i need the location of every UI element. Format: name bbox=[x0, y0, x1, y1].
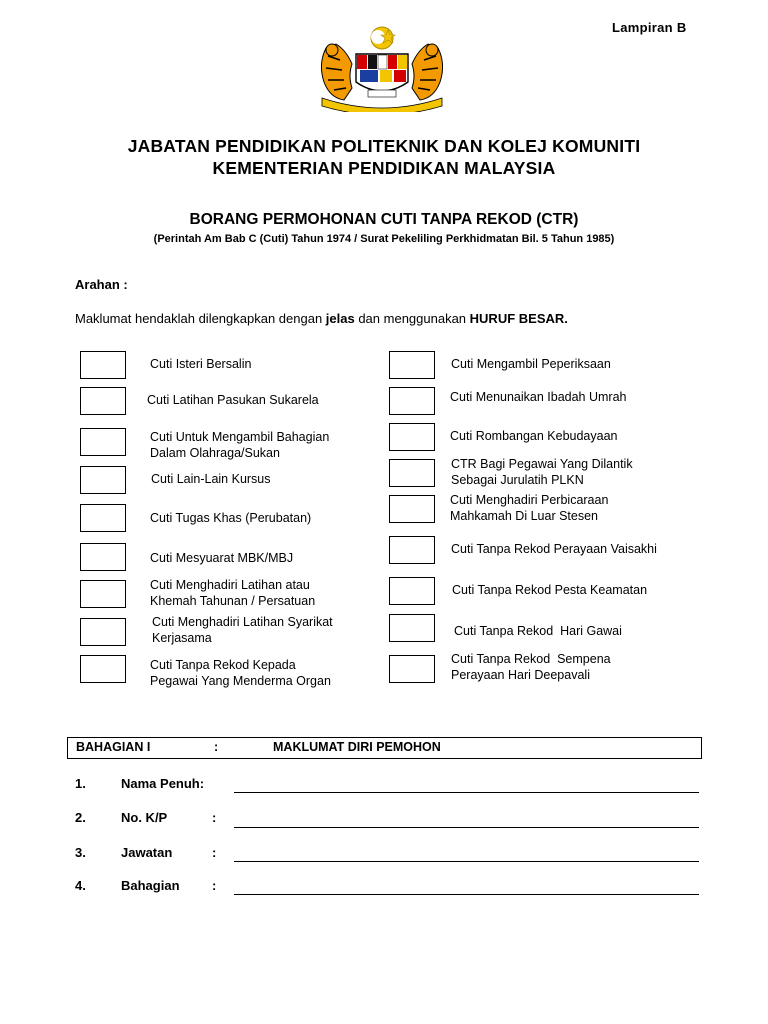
position-label: Jawatan bbox=[121, 845, 173, 860]
full-name-label: Nama Penuh: bbox=[121, 776, 205, 791]
instructions-label: Arahan : bbox=[75, 277, 128, 292]
field-colon: : bbox=[212, 845, 217, 860]
section-colon: : bbox=[214, 740, 219, 754]
field-number: 2. bbox=[75, 810, 86, 825]
department-title: JABATAN PENDIDIKAN POLITEKNIK DAN KOLEJ KOMUNITI bbox=[127, 136, 641, 156]
leave-option-label: Cuti Mesyuarat MBK/MBJ bbox=[150, 551, 294, 565]
leave-option-label: Cuti Tanpa Rekod Perayaan Vaisakhi bbox=[451, 542, 657, 556]
field-number: 3. bbox=[75, 845, 86, 860]
section-title: MAKLUMAT DIRI PEMOHON bbox=[273, 740, 441, 754]
leave-checkbox[interactable] bbox=[80, 351, 126, 379]
section-number: BAHAGIAN I bbox=[76, 740, 151, 754]
leave-option-label: Cuti Isteri Bersalin bbox=[150, 357, 252, 371]
leave-checkbox[interactable] bbox=[389, 495, 435, 523]
form-title: BORANG PERMOHONAN CUTI TANPA REKOD (CTR) bbox=[189, 211, 579, 228]
leave-option-label: Cuti Menghadiri Latihan Syarikat Kerjasama bbox=[152, 615, 333, 645]
leave-checkbox[interactable] bbox=[80, 466, 126, 494]
leave-option-label: Cuti Tanpa Rekod Sempena Perayaan Hari Deepavali bbox=[451, 652, 611, 682]
section-header bbox=[67, 737, 702, 759]
leave-option-label: Cuti Menghadiri Perbicaraan Mahkamah Di Luar Stesen bbox=[450, 493, 609, 523]
leave-option-label: Cuti Menunaikan Ibadah Umrah bbox=[450, 390, 627, 404]
leave-checkbox[interactable] bbox=[80, 655, 126, 683]
leave-checkbox[interactable] bbox=[389, 423, 435, 451]
instructions-text: Maklumat hendaklah dilengkapkan dengan jelas dan menggunakan HURUF BESAR. bbox=[75, 311, 568, 326]
coat-of-arms-logo bbox=[308, 24, 456, 112]
leave-checkbox[interactable] bbox=[389, 387, 435, 415]
leave-option-label: Cuti Tanpa Rekod Hari Gawai bbox=[454, 624, 622, 638]
ic-number-label: No. K/P bbox=[121, 810, 168, 825]
leave-option-label: Cuti Rombangan Kebudayaan bbox=[450, 429, 618, 443]
leave-checkbox[interactable] bbox=[389, 577, 435, 605]
leave-option-label: CTR Bagi Pegawai Yang Dilantik Sebagai Jurulatih PLKN bbox=[451, 457, 633, 487]
position-field[interactable] bbox=[234, 861, 699, 862]
leave-option-label: Cuti Tugas Khas (Perubatan) bbox=[150, 511, 312, 525]
leave-option-label: Cuti Lain-Lain Kursus bbox=[151, 472, 271, 486]
field-number: 1. bbox=[75, 776, 86, 791]
leave-checkbox[interactable] bbox=[80, 504, 126, 532]
leave-option-label: Cuti Menghadiri Latihan atau Khemah Tahunan / Persatuan bbox=[150, 578, 316, 608]
division-label: Bahagian bbox=[121, 878, 180, 893]
leave-option-label: Cuti Tanpa Rekod Pesta Keamatan bbox=[452, 583, 648, 597]
ic-number-field[interactable] bbox=[234, 827, 699, 828]
leave-checkbox[interactable] bbox=[80, 543, 126, 571]
form-subtitle: (Perintah Am Bab C (Cuti) Tahun 1974 / Surat Pekeliling Perkhidmatan Bil. 5 Tahun 1985) bbox=[153, 233, 615, 245]
leave-checkbox[interactable] bbox=[80, 618, 126, 646]
leave-checkbox[interactable] bbox=[389, 614, 435, 642]
leave-checkbox[interactable] bbox=[389, 536, 435, 564]
full-name-field[interactable] bbox=[234, 792, 699, 793]
leave-checkbox[interactable] bbox=[389, 459, 435, 487]
ministry-title: KEMENTERIAN PENDIDIKAN MALAYSIA bbox=[212, 158, 556, 178]
leave-option-label: Cuti Mengambil Peperiksaan bbox=[451, 357, 611, 371]
leave-option-label: Cuti Tanpa Rekod Kepada Pegawai Yang Menderma Organ bbox=[150, 658, 331, 688]
attachment-label: Lampiran B bbox=[612, 20, 687, 35]
leave-checkbox[interactable] bbox=[80, 387, 126, 415]
leave-option-label: Cuti Latihan Pasukan Sukarela bbox=[147, 393, 319, 407]
leave-checkbox[interactable] bbox=[389, 655, 435, 683]
leave-checkbox[interactable] bbox=[389, 351, 435, 379]
field-colon: : bbox=[212, 878, 217, 893]
leave-option-label: Cuti Untuk Mengambil Bahagian Dalam Olahraga/Sukan bbox=[150, 430, 330, 460]
leave-checkbox[interactable] bbox=[80, 428, 126, 456]
leave-checkbox[interactable] bbox=[80, 580, 126, 608]
field-colon: : bbox=[212, 810, 217, 825]
division-field[interactable] bbox=[234, 894, 699, 895]
field-number: 4. bbox=[75, 878, 86, 893]
